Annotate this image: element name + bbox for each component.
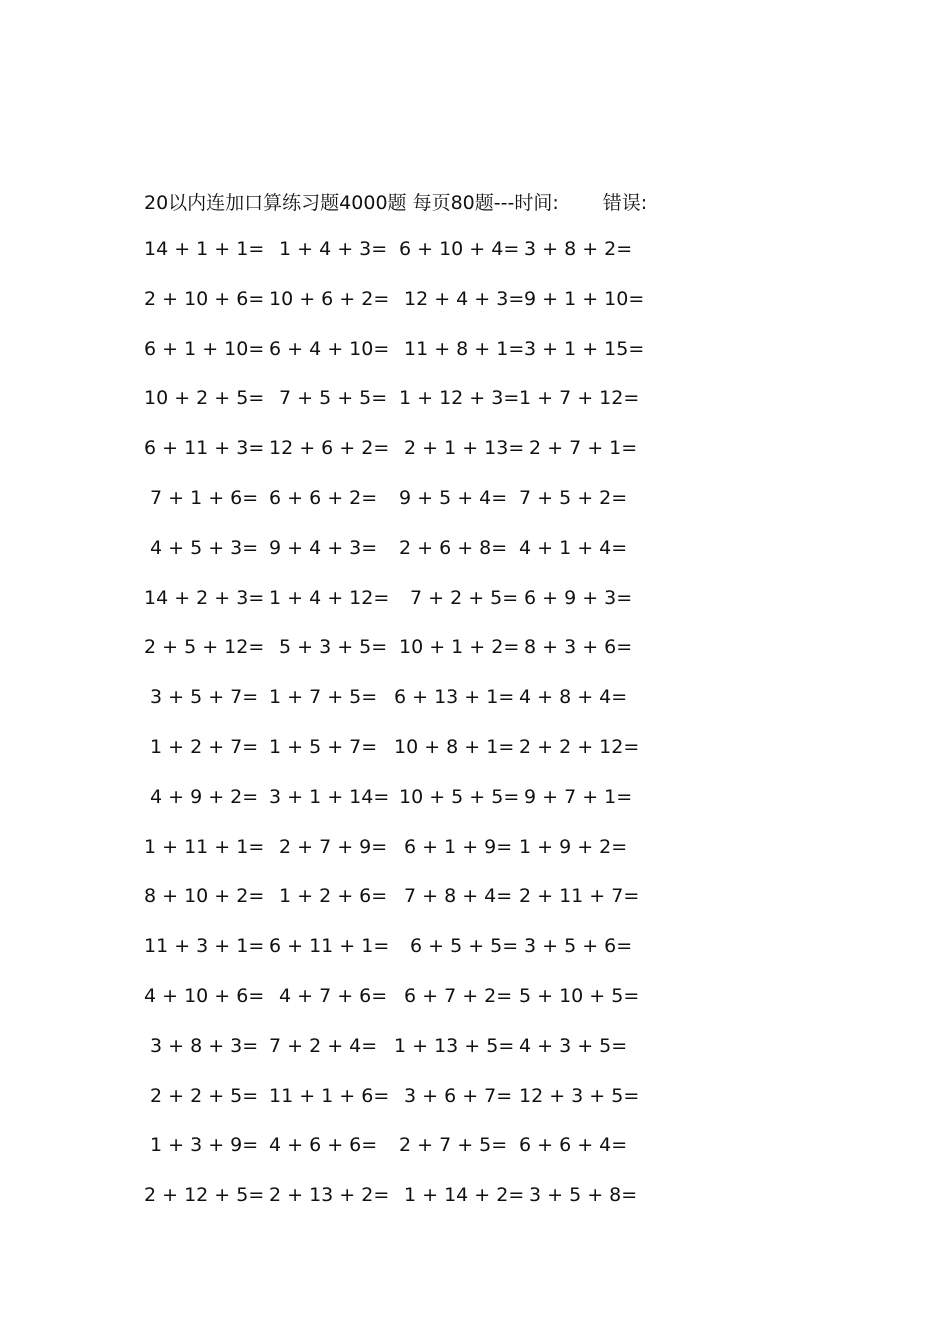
problem-item: 7 + 5 + 2= [519,486,628,509]
problem-item: 6 + 6 + 2= [269,486,378,509]
errors-label: 错误: [602,191,648,214]
problem-item: 3 + 5 + 7= [150,686,259,709]
problem-item: 9 + 1 + 10= [524,287,645,310]
problem-item: 1 + 12 + 3= [399,387,520,410]
problem-item: 11 + 3 + 1= [144,935,265,958]
problem-item: 6 + 4 + 10= [269,337,390,360]
problem-item: 1 + 2 + 7= [150,735,259,758]
worksheet-header [144,186,647,216]
problem-item: 6 + 13 + 1= [394,686,515,709]
problem-item: 3 + 8 + 3= [150,1034,259,1057]
problem-item: 3 + 1 + 14= [269,785,390,808]
problem-item: 1 + 14 + 2= [404,1184,525,1207]
problem-item: 6 + 6 + 4= [519,1134,628,1157]
problem-item: 10 + 6 + 2= [269,287,390,310]
problem-item: 2 + 13 + 2= [269,1184,390,1207]
problem-item: 7 + 2 + 4= [269,1034,378,1057]
problem-item: 1 + 9 + 2= [519,835,628,858]
problem-item: 2 + 2 + 12= [519,735,640,758]
problem-item: 3 + 8 + 2= [524,238,633,260]
problem-item: 7 + 8 + 4= [404,885,513,908]
problem-item: 2 + 11 + 7= [519,885,640,908]
problem-item: 7 + 1 + 6= [150,486,259,509]
problem-item: 2 + 5 + 12= [144,636,265,659]
problem-item: 10 + 8 + 1= [394,735,515,758]
problem-item: 6 + 1 + 9= [404,835,513,858]
problem-item: 1 + 2 + 6= [279,885,388,908]
problem-item: 1 + 13 + 5= [394,1034,515,1057]
problem-item: 12 + 4 + 3= [404,287,525,310]
problem-item: 8 + 3 + 6= [524,636,633,659]
problem-grid [144,234,644,1230]
problem-item: 1 + 4 + 12= [269,586,390,609]
problem-item: 6 + 11 + 1= [269,935,390,958]
problem-item: 10 + 1 + 2= [399,636,520,659]
problem-item: 3 + 5 + 6= [524,935,633,958]
problem-item: 10 + 5 + 5= [399,785,520,808]
worksheet-title: 20以内连加口算练习题4000题 每页80题---时间: [144,191,559,214]
problem-item: 2 + 7 + 5= [399,1134,508,1157]
problem-item: 3 + 5 + 8= [529,1184,638,1207]
problem-item: 11 + 8 + 1= [404,337,525,360]
problem-item: 1 + 7 + 12= [519,387,640,410]
problem-item: 5 + 3 + 5= [279,636,388,659]
problem-item: 6 + 7 + 2= [404,984,513,1007]
problem-item: 4 + 5 + 3= [150,536,259,559]
problem-item: 10 + 2 + 5= [144,387,265,410]
problem-item: 4 + 3 + 5= [519,1034,628,1057]
problem-item: 9 + 7 + 1= [524,785,633,808]
problem-item: 3 + 6 + 7= [404,1084,513,1107]
problem-item: 1 + 4 + 3= [279,238,388,260]
problem-item: 4 + 8 + 4= [519,686,628,709]
problem-item: 14 + 2 + 3= [144,586,265,609]
problem-item: 4 + 6 + 6= [269,1134,378,1157]
problem-item: 4 + 7 + 6= [279,984,388,1007]
problem-item: 8 + 10 + 2= [144,885,265,908]
problem-item: 2 + 1 + 13= [404,437,525,460]
problem-item: 2 + 7 + 1= [529,437,638,460]
problem-item: 1 + 3 + 9= [150,1134,259,1157]
problem-item: 5 + 10 + 5= [519,984,640,1007]
problem-item: 1 + 7 + 5= [269,686,378,709]
problem-item: 11 + 1 + 6= [269,1084,390,1107]
problem-item: 12 + 3 + 5= [519,1084,640,1107]
problem-item: 12 + 6 + 2= [269,437,390,460]
problem-item: 6 + 9 + 3= [524,586,633,609]
problem-item: 6 + 11 + 3= [144,437,265,460]
problem-item: 2 + 7 + 9= [279,835,388,858]
problem-item: 6 + 5 + 5= [410,935,519,958]
problem-item: 1 + 5 + 7= [269,735,378,758]
problem-item: 3 + 1 + 15= [524,337,645,360]
problem-item: 2 + 10 + 6= [144,287,265,310]
problem-item: 7 + 2 + 5= [410,586,519,609]
problem-item: 2 + 2 + 5= [150,1084,259,1107]
problem-item: 9 + 4 + 3= [269,536,378,559]
problem-item: 9 + 5 + 4= [399,486,508,509]
problem-item: 7 + 5 + 5= [279,387,388,410]
problem-item: 14 + 1 + 1= [144,238,265,260]
problem-item: 2 + 12 + 5= [144,1184,265,1207]
problem-item: 4 + 9 + 2= [150,785,259,808]
problem-item: 6 + 10 + 4= [399,238,520,260]
problem-item: 4 + 10 + 6= [144,984,265,1007]
problem-item: 1 + 11 + 1= [144,835,265,858]
problem-item: 6 + 1 + 10= [144,337,265,360]
problem-item: 2 + 6 + 8= [399,536,508,559]
problem-item: 4 + 1 + 4= [519,536,628,559]
